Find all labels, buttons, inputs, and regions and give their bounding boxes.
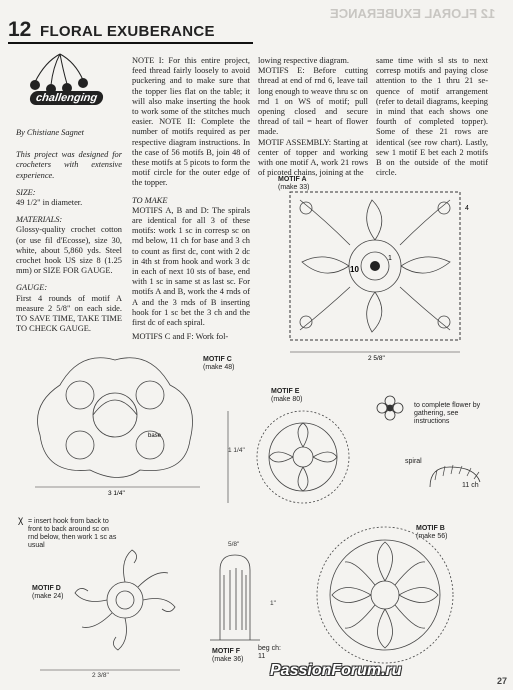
motif-e-label xyxy=(271,388,303,404)
motif-f-height: 1" xyxy=(270,600,276,607)
motif-a-inner-number: 1 xyxy=(388,255,392,262)
motif-d-label xyxy=(32,585,64,601)
to-make-heading: TO MAKE xyxy=(132,195,168,205)
motif-a-name: MOTIF A xyxy=(278,176,307,183)
motif-a-center-number: 10 xyxy=(350,265,359,274)
size-text: 49 1/2" in diameter. xyxy=(16,198,83,208)
motif-d-width: 2 3/8" xyxy=(92,672,109,679)
motif-f-diagram xyxy=(210,550,270,650)
page-header xyxy=(8,20,253,44)
spiral-ch-count: 11 ch xyxy=(462,482,479,489)
motif-a-diagram xyxy=(280,190,490,360)
motif-a-count: (make 33) xyxy=(278,184,310,191)
page-title: FLORAL EXUBERANCE xyxy=(40,23,215,40)
motif-e-count: (make 80) xyxy=(271,396,303,403)
motif-a-width: 2 5/8" xyxy=(368,355,385,362)
motif-f-name: MOTIF F xyxy=(212,648,240,655)
gauge-heading: GAUGE: xyxy=(16,283,48,293)
motif-d-count: (make 24) xyxy=(32,593,64,600)
motifs-e-text: MOTIFS E: Before cutting thread at end of rnd 6, leave tail long enough to weave thru sc on rnd 1 on WS of motif; pull opening closed and secure thread of tail = heart of flower made. xyxy=(258,66,368,137)
page-number: 12 xyxy=(8,18,32,41)
motif-d-diagram xyxy=(70,545,190,665)
motif-d-dimension-line xyxy=(40,665,190,675)
motif-c-base-label: base xyxy=(148,433,162,439)
motif-b-count: (make 56) xyxy=(416,533,448,540)
right-column xyxy=(258,56,368,185)
motif-b-name: MOTIF B xyxy=(416,525,445,532)
corner-page-number: 27 xyxy=(497,676,508,686)
difficulty-badge: challenging xyxy=(29,91,104,105)
motif-f-label xyxy=(212,648,244,664)
middle-column xyxy=(132,56,250,349)
spiral-label: spiral xyxy=(405,458,422,465)
motif-b-diagram xyxy=(300,520,470,670)
motif-e-diagram xyxy=(248,405,378,515)
motif-c-diagram xyxy=(20,345,230,495)
assembly-text: MOTIF ASSEMBLY: Starting at center of topper and working with one motif A, work 21 rows of picoted chains, joining at the xyxy=(258,137,368,178)
flower-icon xyxy=(378,396,408,421)
motif-c-name: MOTIF C xyxy=(203,356,232,363)
gauge-text: First 4 rounds of motif A measure 2 5/8" on each side. TO SAVE TIME, TAKE TIME TO CHECK GAUGE. xyxy=(16,293,122,334)
watermark: PassionForum.ru xyxy=(270,662,402,679)
legend-symbol: χ xyxy=(18,515,24,526)
size-heading: SIZE: xyxy=(16,187,36,197)
motif-f-count: (make 36) xyxy=(212,656,244,663)
motif-e-name: MOTIF E xyxy=(271,388,300,395)
intro-text: This project was designed for crocheters with extensive experience. xyxy=(16,150,122,180)
legend-text: = insert hook from back to front to back around sc on rnd below, then work 1 sc as usual xyxy=(28,518,117,549)
materials-heading: MATERIALS: xyxy=(16,215,63,225)
motif-c-count: (make 48) xyxy=(203,364,235,371)
flower-note: to complete flower by gathering, see instructions xyxy=(414,402,481,425)
motifs-abd-text: MOTIFS A, B and D: The spirals are identical for all 3 of these motifs: work 1 sc in corresp sc on rnd below, 11 ch for base and 3 ch to count as first dc, cont with 2 dc in 4th st from hook and work 3 dc in each of next 10 sts of base, end with 1 sc in same st as last sc. For motifs A and B, work the 4 rnds of A and the 3 rnds of B inserting hook for 1 sc bet the 3 ch and the first dc of each spiral. xyxy=(132,205,250,328)
right-col-p1: lowing respective diagram. xyxy=(258,56,349,65)
author-credit: By Chistiane Sagnet xyxy=(16,128,84,137)
motif-f-top-dim: 5/8" xyxy=(228,541,240,548)
materials-text: Glossy-quality crochet cotton (or use fil d'Ecosse), size 30, white, about 5,860 yds. Steel crochet hook US size 8 (1.25 mm) or SIZE FOR GAUGE. xyxy=(16,225,122,276)
motif-a-round-number: 4 xyxy=(465,205,469,212)
assembly-continued: same time with sl sts to next corresp motifs and paying close attention to the 1 thru 21 se-quence of motif arrangement (refer to detail diagrams, keeping in mind that each shows one fourth of completed topper). Some of these 21 rows are identical (see row chart). Lastly, sew 1 motif E bet each 2 motifs B on the outside of the motif circle. xyxy=(376,56,488,178)
motif-c-width: 3 1/4" xyxy=(108,490,125,497)
left-column xyxy=(16,128,122,341)
motifs-cf-text: MOTIFS C and F: Work fol- xyxy=(132,332,229,342)
motif-e-height: 1 1/4" xyxy=(228,447,245,454)
motif-d-name: MOTIF D xyxy=(32,585,61,592)
bleed-through-title: 12 FLORAL EXUBERANCE xyxy=(330,6,496,21)
fourth-column xyxy=(376,56,488,185)
motif-f-beg-ch: beg ch: 11 xyxy=(258,645,281,660)
spiral-diagram xyxy=(425,462,495,492)
notes-text: NOTE I: For this entire project, feed thread fairly loosely to avoid puckering and to make sure that the topper lies flat on the table; it will also make inserting the hook to work some of the stitches much easier. NOTE II: Complete the number of motifs required as per respective diagram instructions. In the case of 56 motifs B, join 48 of these motifs at 5 picots to form the motif circle for the outer edge of the topper. xyxy=(132,56,250,188)
